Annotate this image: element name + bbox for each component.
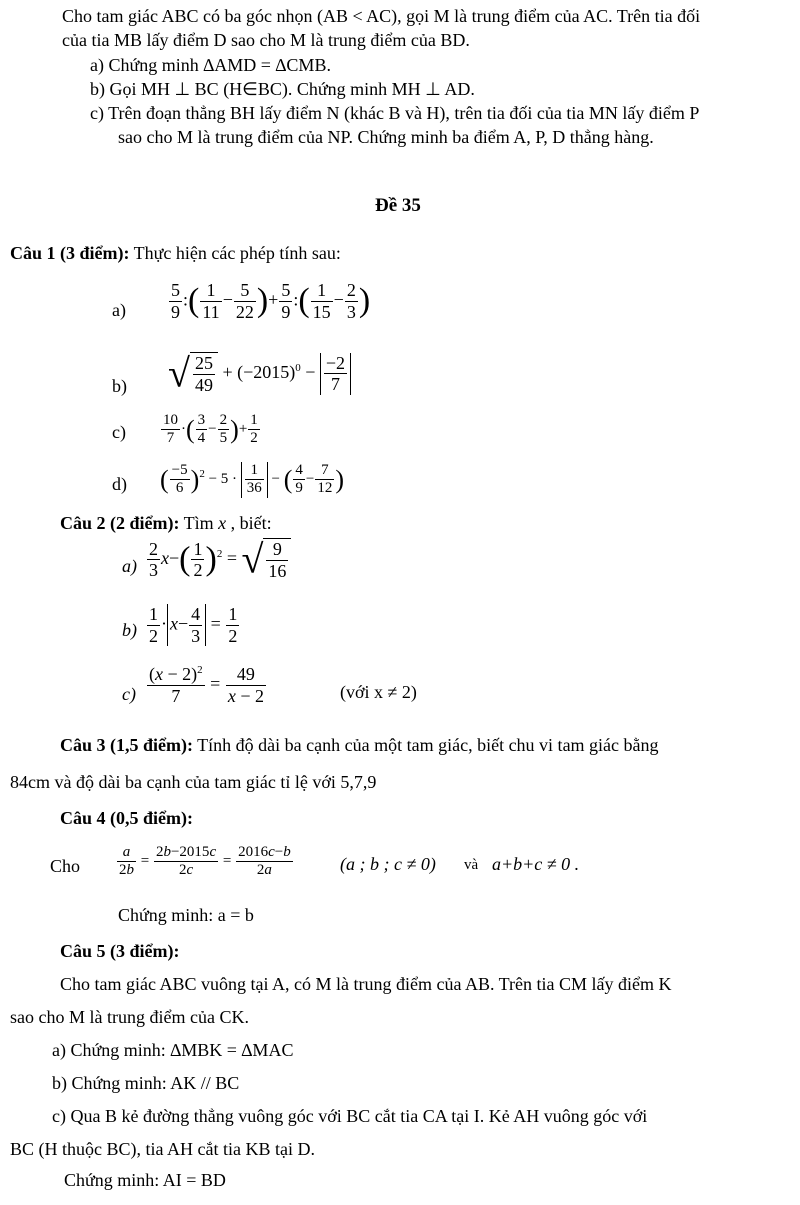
q1-expr-a: $\frac{5}{9}$ :( $\frac{1}{11}$ − $\frac{5}{22}$ )+ $\frac{5}{9}$ :( $\frac{1}{15}$ − $\frac{2}{3}$ ) <box>171 280 371 322</box>
q2-label-b: b) <box>122 620 137 640</box>
q5-part-c-line2: BC (H thuộc BC), tia AH cắt tia KB tại D. <box>10 1139 315 1159</box>
q4-cho: Cho <box>50 856 81 876</box>
q3-line-2: 84cm và độ dài ba cạnh của tam giác tỉ lệ với 5,7,9 <box>10 772 377 792</box>
q2-label-a: a) <box>122 556 137 576</box>
q1-heading-text: Thực hiện các phép tính sau: <box>129 243 341 263</box>
q4-expr: $\frac{a}{2b}$ = $\frac{2b-2015c}{2c}$ = $\frac{2016c-b}{2a}$ <box>119 844 291 879</box>
q1-label-b: b) <box>112 376 127 396</box>
q1-heading <box>10 243 341 264</box>
q4-heading: Câu 4 (0,5 điểm): <box>60 808 193 828</box>
q1-label-d: d) <box>112 474 127 494</box>
q4-va: và <box>464 857 479 873</box>
intro-line-1: Cho tam giác ABC có ba góc nhọn (AB < AC), gọi M là trung điểm của AC. Trên tia đối <box>62 6 701 26</box>
q1-expr-b: √ $\frac{25}{49}$ + $(-2015)^0$ − $\frac{-2}{7}$ <box>168 352 351 395</box>
q4-condition: (a ; b ; c ≠ 0) <box>340 854 436 874</box>
q4-prove: Chứng minh: a = b <box>118 905 254 925</box>
intro-part-c-line2: sao cho M là trung điểm của NP. Chứng minh ba điểm A, P, D thẳng hàng. <box>118 127 654 147</box>
q2-heading <box>60 513 272 534</box>
q5-prove: Chứng minh: AI = BD <box>64 1170 226 1190</box>
q1-heading-bold: Câu 1 (3 điểm): <box>10 243 130 263</box>
intro-part-a: a) Chứng minh ∆AMD = ∆CMB. <box>90 55 331 75</box>
q5-part-c-line1: c) Qua B kẻ đường thẳng vuông góc với BC cắt tia CA tại I. Kẻ AH vuông góc với <box>52 1106 648 1126</box>
q5-line-2: sao cho M là trung điểm của CK. <box>10 1007 249 1027</box>
q2-heading-bold: Câu 2 (2 điểm): <box>60 513 180 533</box>
exam-title: Đề 35 <box>375 195 421 216</box>
q1-label-a: a) <box>112 300 126 320</box>
q2-condition: (với x ≠ 2) <box>340 682 417 702</box>
q4-sum-condition: a+b+c ≠ 0 . <box>492 854 580 874</box>
q2-expr-c: $\frac{(x - 2)^2}{7}$ = $\frac{49}{x - 2}$ <box>149 664 264 706</box>
q1-expr-c: $\frac{10}{7}$ ·( $\frac{3}{4}$ − $\frac{2}{5}$ )+ $\frac{1}{2}$ <box>163 412 258 447</box>
q2-expr-a: $\frac{2}{3}$ x−( $\frac{1}{2}$ )$^2$ = √ $\frac{9}{16}$ <box>146 538 291 581</box>
q2-label-c: c) <box>122 684 136 704</box>
q1-expr-d: ( $\frac{-5}{6}$ )$^2$ − 5 · $\frac{1}{36}$ − ( $\frac{4}{9}$ − $\frac{7}{12}$ ) <box>160 462 345 497</box>
intro-line-2: của tia MB lấy điểm D sao cho M là trung điểm của BD. <box>62 30 470 50</box>
q3-line-1 <box>60 735 659 756</box>
q2-expr-b: $\frac{1}{2}$ · x− $\frac{4}{3}$ = $\frac{1}{2}$ <box>149 604 238 646</box>
q2-heading-text: Tìm <box>179 513 219 533</box>
intro-part-c-line1: c) Trên đoạn thẳng BH lấy điểm N (khác B và H), trên tia đối của tia MN lấy điểm P <box>90 103 700 123</box>
q5-heading: Câu 5 (3 điểm): <box>60 941 180 961</box>
q1-label-c: c) <box>112 422 126 442</box>
q3-heading-bold: Câu 3 (1,5 điểm): <box>60 735 193 755</box>
intro-part-b: b) Gọi MH ⊥ BC (H∈BC). Chứng minh MH ⊥ AD. <box>90 79 475 99</box>
q5-part-a: a) Chứng minh: ∆MBK = ∆MAC <box>52 1040 294 1060</box>
q5-line-1: Cho tam giác ABC vuông tại A, có M là trung điểm của AB. Trên tia CM lấy điểm K <box>60 974 672 994</box>
q5-part-b: b) Chứng minh: AK // BC <box>52 1073 240 1093</box>
q2-heading-var: x <box>218 513 227 533</box>
q2-heading-end: , biết: <box>226 513 272 533</box>
q3-heading-text: Tính độ dài ba cạnh của một tam giác, biết chu vi tam giác bằng <box>193 735 659 755</box>
